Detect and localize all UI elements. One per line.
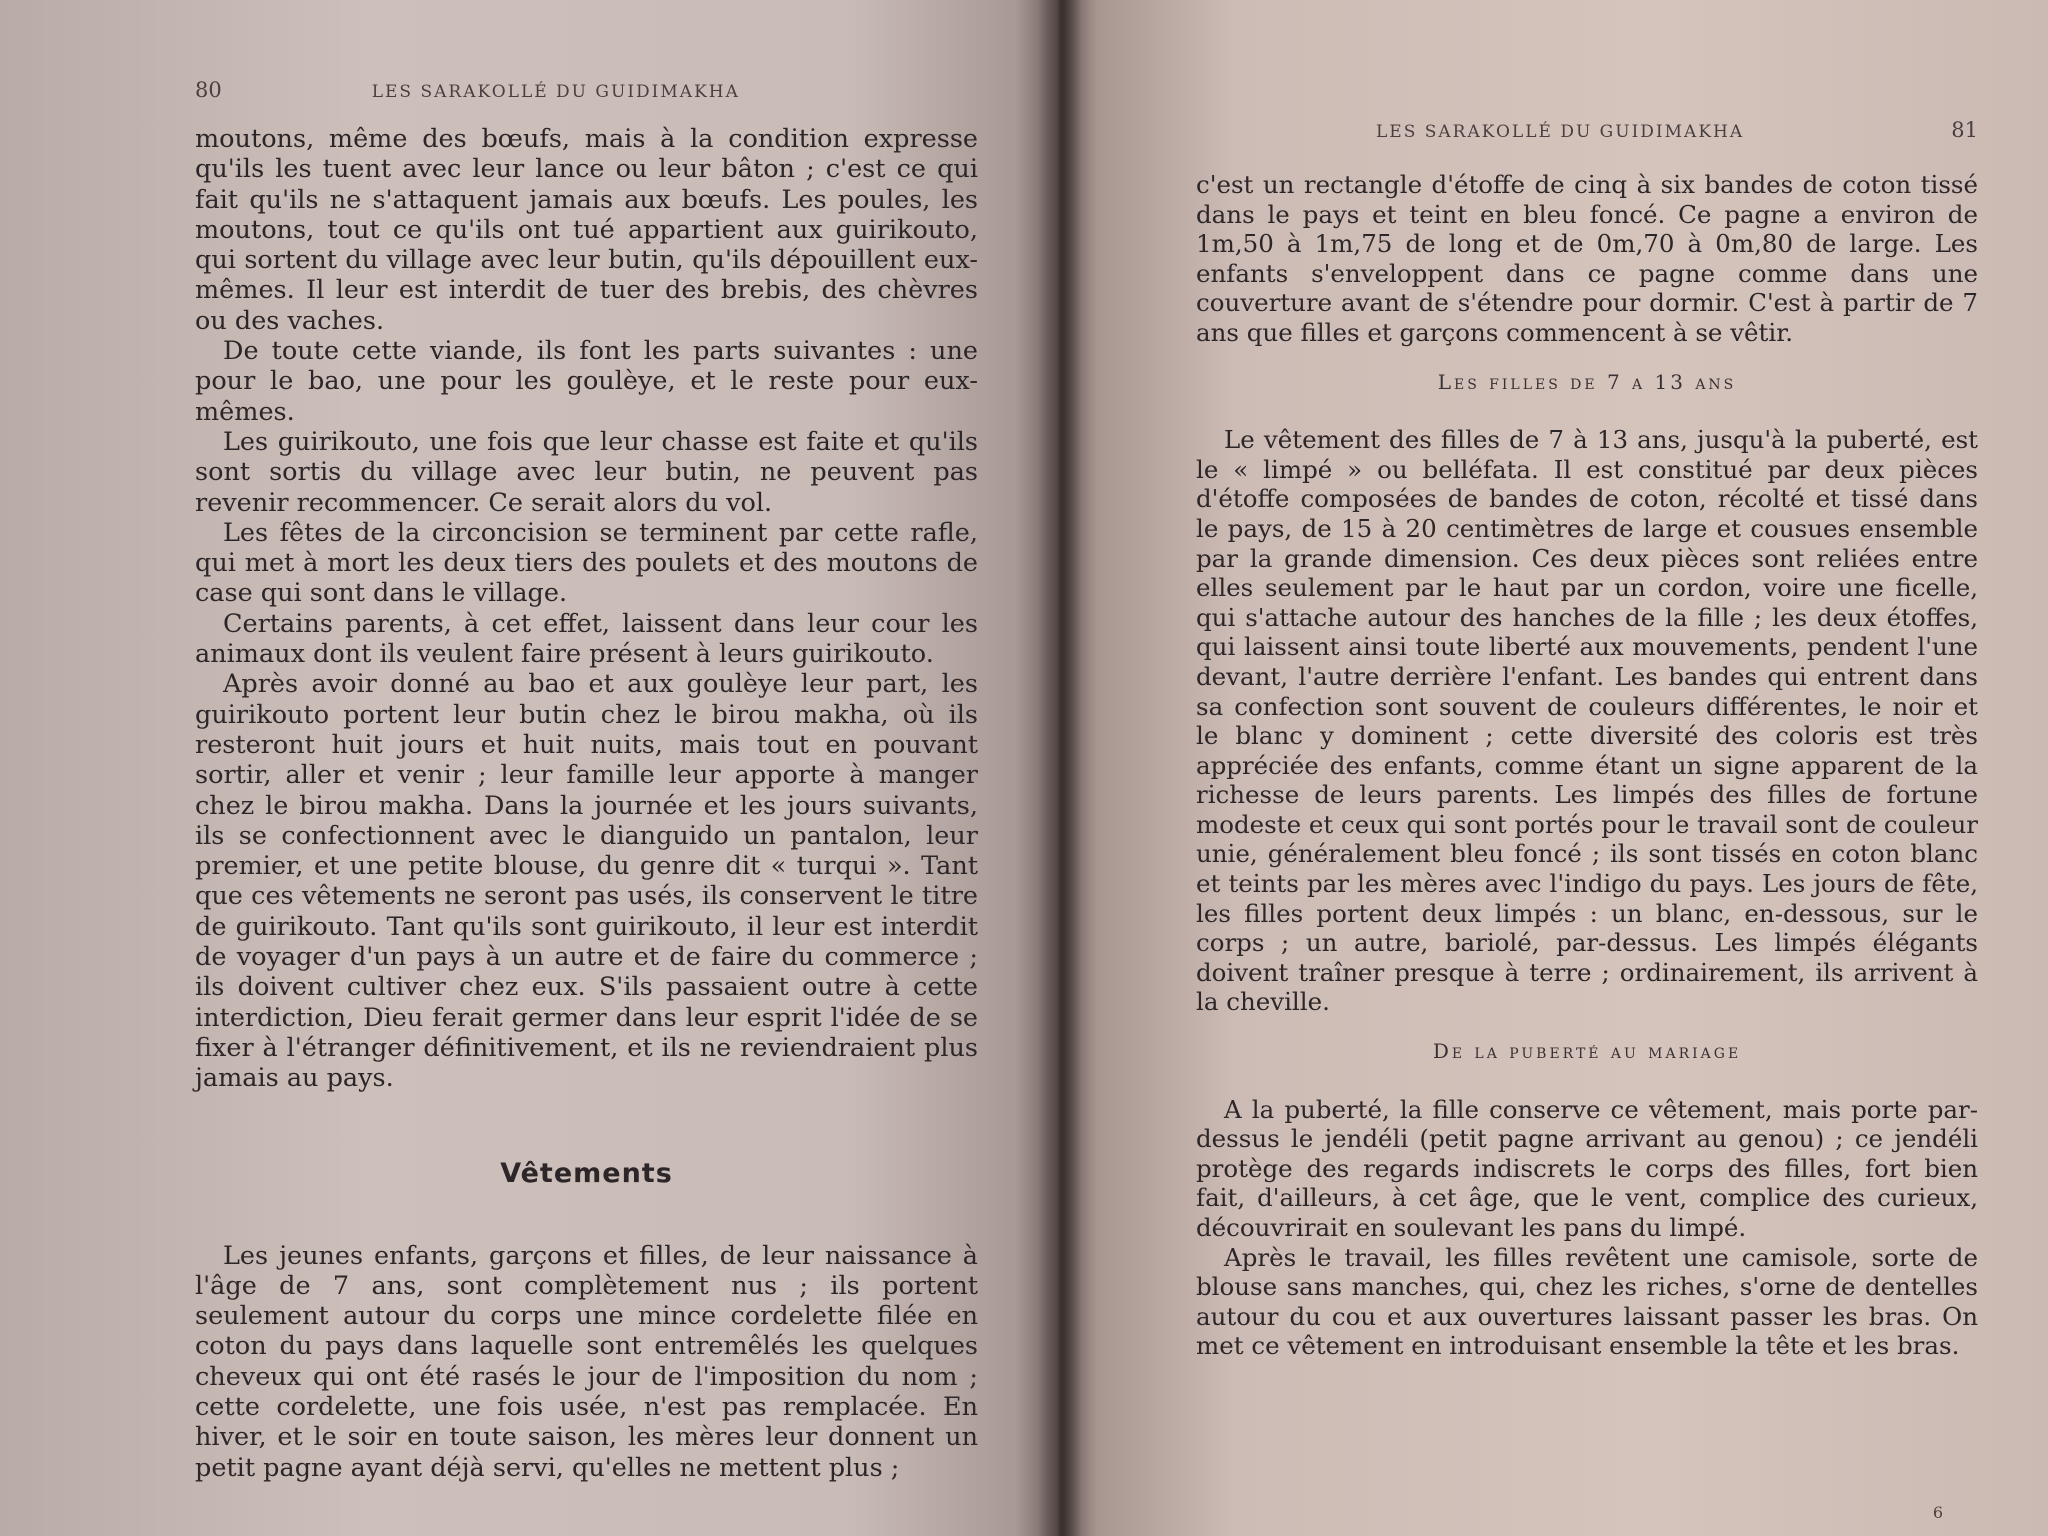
paragraph: Le vêtement des filles de 7 à 13 ans, jusqu'à la puberté, est le « limpé » ou belléfata. Il est constitué par deux pièces d'étoffe composées de bandes de coton, récolté et tissé dans le pays, de 15 à 20 centimètres de large et cousues ensemble par la grande dimension. Ces deux pièces sont reliées entre elles seulement par le haut par un cordon, voire une ficelle, qui s'attache autour des hanches de la fille ; les deux étoffes, qui laissent ainsi toute liberté aux mouvements, pendent l'une devant, l'autre derrière l'enfant. Les bandes qui entrent dans sa confection sont souvent de couleurs différentes, le noir et le blanc y dominent ; cette diversité des coloris est très appréciée des enfants, comme étant un signe apparent de la richesse de leurs parents. Les limpés des filles de fortune modeste et ceux qui sont portés pour le travail sont de couleur unie, généralement bleu foncé ; ils sont tissés en coton blanc et teints par les mères avec l'indigo du pays. Les jours de fête, les filles portent deux limpés : un blanc, en-dessous, sur le corps ; un autre, bariolé, par-dessus. Les limpés élégants doivent traîner presque à terre ; ordinairement, ils arrivent à la cheville.	[1196, 425, 1978, 1017]
section-title: Vêtements	[500, 1157, 673, 1189]
paragraph: De toute cette viande, ils font les parts suivantes : une pour le bao, une pour les goulèye, et le reste pour eux-mêmes.	[195, 336, 978, 427]
right-page	[1058, 0, 2048, 1536]
left-running-title: LES SARAKOLLÉ DU GUIDIMAKHA	[371, 82, 740, 102]
paragraph: Les guirikouto, une fois que leur chasse est faite et qu'ils sont sortis du village avec leur butin, ne peuvent pas revenir recommencer. Ce serait alors du vol.	[195, 426, 978, 518]
paragraph: Après le travail, les filles revêtent une camisole, sorte de blouse sans manches, qui, chez les riches, s'orne de dentelles autour du cou et aux ouvertures laissant passer les bras. On met ce vêtement en introduisant ensemble la tête et les bras.	[1196, 1242, 1978, 1361]
paragraph: Après avoir donné au bao et aux goulèye leur part, les guirikouto portent leur butin chez le birou makha, où ils resteront huit jours et huit nuits, mais tout en pouvant sortir, aller et venir ; leur famille leur apporte à manger chez le birou makha. Dans la journée et les jours suivants, ils se confectionnent avec le dianguido un pantalon, leur premier, et une petite blouse, du genre dit « turqui ». Tant que ces vêtements ne seront pas usés, ils conservent le titre de guirikouto. Tant qu'ils sont guirikouto, il leur est interdit de voyager d'un pays à un autre et de faire du commerce ; ils doivent cultiver chez eux. S'ils passaient outre à cette interdiction, Dieu ferait germer dans leur esprit l'idée de se fixer à l'étranger définitivement, et ils ne reviendraient plus jamais au pays.	[195, 669, 978, 1094]
right-text	[1196, 170, 1978, 1361]
right-running-title: LES SARAKOLLÉ DU GUIDIMAKHA	[1376, 122, 1745, 142]
right-running-head	[1196, 118, 1978, 142]
paragraph: A la puberté, la fille conserve ce vêtement, mais porte par-dessus le jendéli (petit pagne arrivant au genou) ; ce jendéli protège des regards indiscrets le corps des filles, fort bien fait, d'ailleurs, à cet âge, que le vent, complice des curieux, découvrirait en soulevant les pans du limpé.	[1196, 1094, 1978, 1242]
right-page-number: 81	[1951, 118, 1978, 142]
paragraph: Certains parents, à cet effet, laissent dans leur cour les animaux dont ils veulent faire présent à leurs guirikouto.	[195, 608, 978, 670]
left-text-top	[195, 124, 978, 1094]
subheading: De la puberté au mariage	[1432, 1039, 1742, 1064]
folio-signature: 6	[1932, 1503, 1943, 1522]
paragraph: Les jeunes enfants, garçons et filles, de leur naissance à l'âge de 7 ans, sont complètement nus ; ils portent seulement autour du corps une mince cordelette filée en coton du pays dans laquelle sont entremêlés les quelques cheveux qui ont été rasés le jour de l'imposition du nom ; cette cordelette, une fois usée, n'est pas remplacée. En hiver, et le soir en toute saison, les mères leur donnent un petit pagne ayant déjà servi, qu'elles ne mettent plus ;	[195, 1240, 978, 1483]
paragraph: moutons, même des bœufs, mais à la condition expresse qu'ils les tuent avec leur lance ou leur bâton ; c'est ce qui fait qu'ils ne s'attaquent jamais aux bœufs. Les poules, les moutons, tout ce qu'ils ont tué appartient aux guirikouto, qui sortent du village avec leur butin, qu'ils dépouillent eux-mêmes. Il leur est interdit de tuer des brebis, des chèvres ou des vaches.	[195, 124, 978, 336]
paragraph: Les fêtes de la circoncision se terminent par cette rafle, qui met à mort les deux tiers des poulets et des moutons de case qui sont dans le village.	[195, 517, 978, 609]
subheading: Les filles de 7 a 13 ans	[1437, 369, 1737, 394]
left-running-head	[195, 78, 978, 102]
left-page-number: 80	[195, 78, 222, 102]
left-text-bottom	[195, 1241, 978, 1483]
paragraph: c'est un rectangle d'étoffe de cinq à six bandes de coton tissé dans le pays et teint en bleu foncé. Ce pagne a environ de 1m,50 à 1m,75 de long et de 0m,70 à 0m,80 de large. Les enfants s'enveloppent dans ce pagne comme dans une couverture avant de s'étendre pour dormir. C'est à partir de 7 ans que filles et garçons commencent à se vêtir.	[1196, 170, 1978, 347]
